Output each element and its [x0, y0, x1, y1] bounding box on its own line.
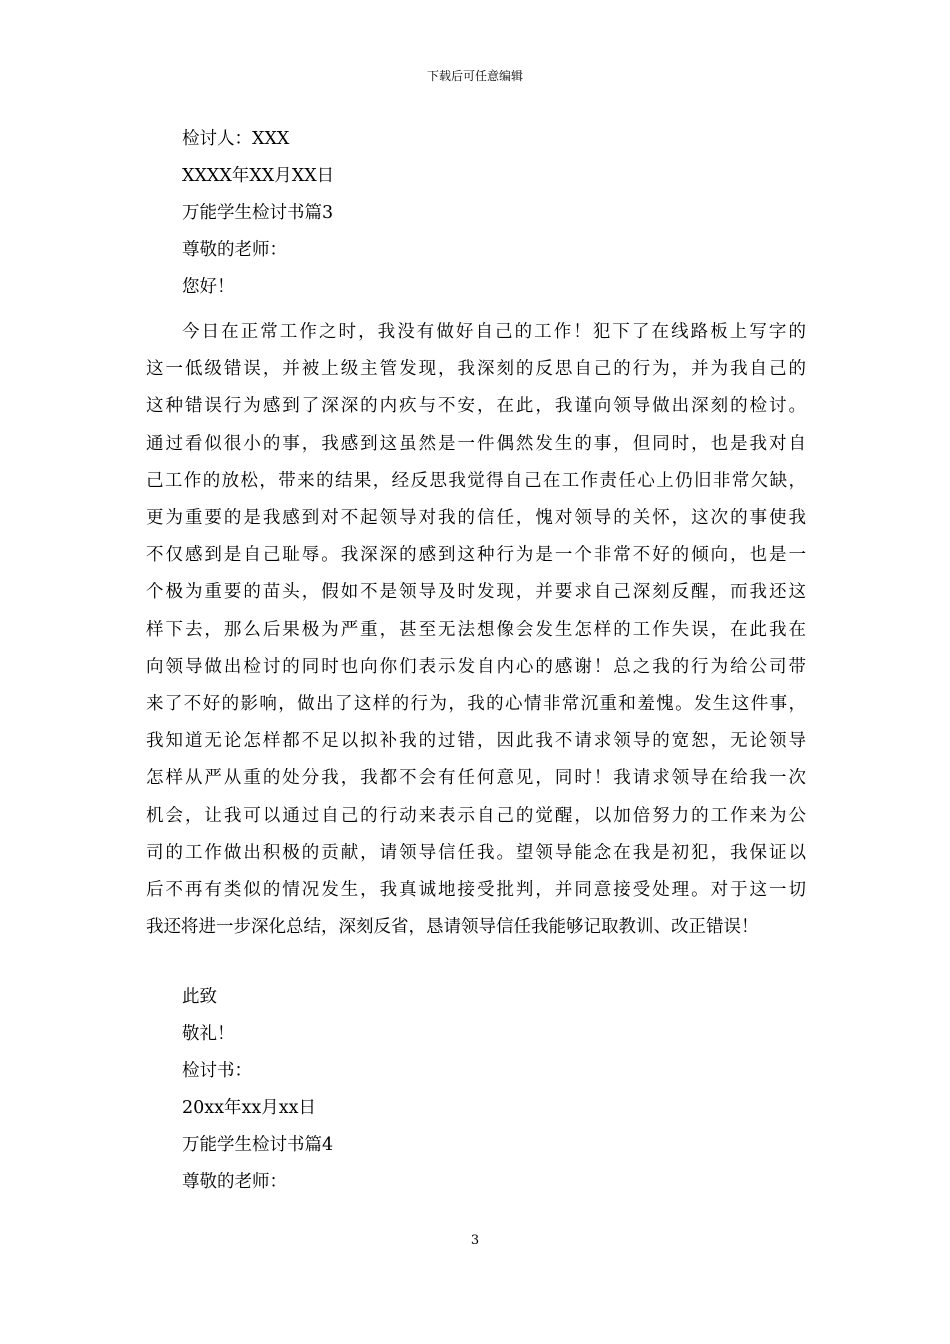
body-line: 己工作的放松，带来的结果，经反思我觉得自己在工作责任心上仍旧非常欠缺，: [146, 470, 806, 491]
body-line: 机会，让我可以通过自己的行动来表示自己的觉醒，以加倍努力的工作来为公: [146, 805, 806, 826]
reviewer-line: 检讨人：XXX: [182, 129, 290, 149]
salutation: 尊敬的老师：: [182, 240, 287, 260]
page-number: 3: [470, 1233, 480, 1248]
section-title-4: 万能学生检讨书篇4: [182, 1135, 334, 1155]
body-line: 我还将进一步深化总结，深刻反省，恳请领导信任我能够记取教训、改正错误！: [146, 917, 759, 938]
date-line: XXXX年XX月XX日: [182, 166, 335, 186]
signature-label: 检讨书：: [182, 1061, 252, 1081]
body-line: 这种错误行为感到了深深的内疚与不安，在此，我谨向领导做出深刻的检讨。: [146, 396, 806, 417]
body-line: 怎样从严从重的处分我，我都不会有任何意见，同时！我请求领导在给我一次: [146, 768, 806, 789]
body-line: 个极为重要的苗头，假如不是领导及时发现，并要求自己深刻反醒，而我还这: [146, 582, 806, 603]
closing-line: 此致: [182, 987, 217, 1007]
signature-date: 20xx年xx月xx日: [182, 1098, 316, 1118]
body-line: 司的工作做出积极的贡献，请领导信任我。望领导能念在我是初犯，我保证以: [146, 842, 806, 863]
body-line: 样下去，那么后果极为严重，甚至无法想像会发生怎样的工作失误，在此我在: [146, 619, 806, 640]
body-line: 后不再有类似的情况发生，我真诚地接受批判，并同意接受处理。对于这一切: [146, 880, 806, 901]
body-line: 我知道无论怎样都不足以拟补我的过错，因此我不请求领导的宽恕，无论领导: [146, 731, 806, 752]
body-line: 不仅感到是自己耻辱。我深深的感到这种行为是一个非常不好的倾向，也是一: [146, 545, 806, 566]
letter-body-paragraph: [146, 314, 806, 946]
body-line: 这一低级错误，并被上级主管发现，我深刻的反思自己的行为，并为我自己的: [146, 359, 806, 380]
body-line: 通过看似很小的事，我感到这虽然是一件偶然发生的事，但同时，也是我对自: [146, 433, 806, 454]
greeting: 您好！: [182, 277, 235, 297]
body-line: 更为重要的是我感到对不起领导对我的信任，愧对领导的关怀，这次的事使我: [146, 508, 806, 529]
body-line: 今日在正常工作之时，我没有做好自己的工作！犯下了在线路板上写字的: [182, 322, 806, 342]
section-title-3: 万能学生检讨书篇3: [182, 203, 334, 223]
page-header-note: 下载后可任意编辑: [426, 69, 523, 83]
body-line: 向领导做出检讨的同时也向你们表示发自内心的感谢！总之我的行为给公司带: [146, 656, 806, 677]
body-line: 来了不好的影响，做出了这样的行为，我的心情非常沉重和羞愧。发生这件事，: [146, 694, 806, 715]
salutation-2: 尊敬的老师：: [182, 1172, 287, 1192]
regards-line: 敬礼！: [182, 1024, 235, 1044]
